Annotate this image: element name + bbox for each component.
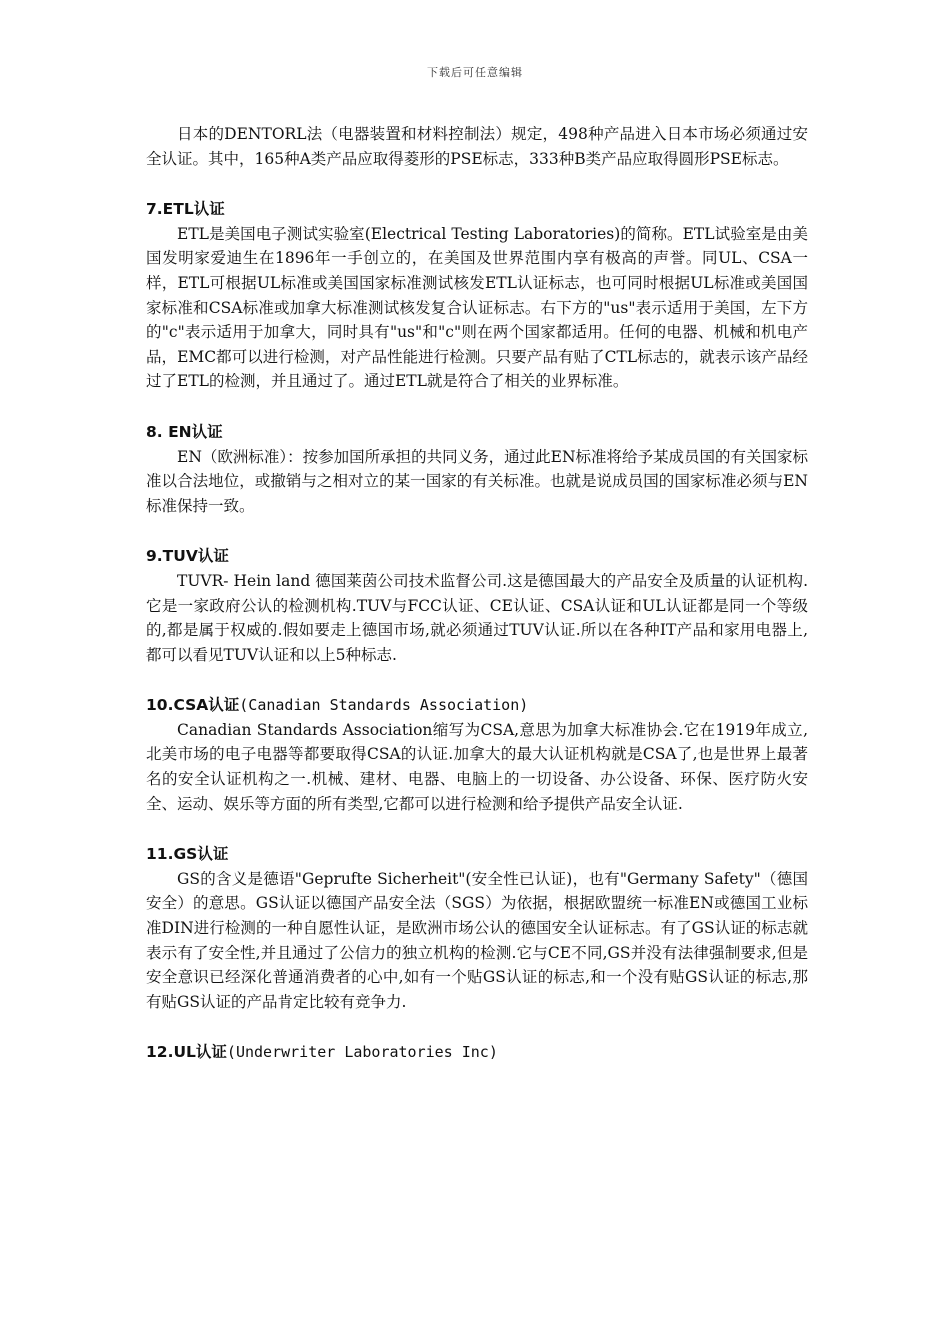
section-heading: [146, 197, 808, 222]
section-title: 9.TUV认证: [146, 547, 229, 566]
section-paragraph: Canadian Standards Association缩写为CSA,意思为加拿大标准协会.它在1919年成立,北美市场的电子电器等都要取得CSA的认证.加拿大的最大认证机构就是CSA了,也是世界上最著名的安全认证机构之一.机械、建材、电器、电脑上的一切设备、办公设备、环保、医疗防火安全、运动、娱乐等方面的所有类型,它都可以进行检测和给予提供产品安全认证.: [146, 720, 808, 813]
section-csa: [146, 693, 808, 816]
section-heading: [146, 693, 808, 718]
section-paragraph: EN（欧洲标准）：按参加国所承担的共同义务，通过此EN标准将给予某成员国的有关国家标准以合法地位，或撤销与之相对立的某一国家的有关标准。也就是说成员国的国家标准必须与EN标准保持一致。: [146, 447, 809, 515]
section-heading: [146, 1040, 808, 1065]
document-body: [146, 122, 808, 1065]
section-en: [146, 420, 808, 518]
section-etl: [146, 197, 808, 394]
intro-paragraph: 日本的DENTORL法（电器装置和材料控制法）规定，498种产品进入日本市场必须通过安全认证。其中，165种A类产品应取得菱形的PSE标志，333种B类产品应取得圆形PSE标志。: [146, 125, 808, 168]
section-heading: [146, 420, 808, 445]
section-title: 10.CSA认证: [146, 696, 240, 715]
section-title: 12.UL认证: [146, 1043, 227, 1062]
section-paragraph: GS的含义是德语"Geprufte Sicherheit"(安全性已认证)，也有"Germany Safety"（德国安全）的意思。GS认证以德国产品安全法（SGS）为依据，根据欧盟统一标准EN或德国工业标准DIN进行检测的一种自愿性认证，是欧洲市场公认的德国安全认证标志。有了GS认证的标志就表示有了安全性,并且通过了公信力的独立机构的检测.它与CE不同,GS并没有法律强制要求,但是安全意识已经深化普通消费者的心中,如有一个贴GS认证的标志,和一个没有贴GS认证的标志,那有贴GS认证的产品肯定比较有竞争力.: [146, 869, 808, 1011]
section-heading: [146, 842, 808, 867]
section-subtitle: (Underwriter Laboratories Inc): [226, 1043, 498, 1062]
section-paragraph: ETL是美国电子测试实验室(Electrical Testing Laboratories)的简称。ETL试验室是由美国发明家爱迪生在1896年一手创立的，在美国及世界范围内享有极高的声誉。同UL、CSA一样，ETL可根据UL标准或美国国家标准测试核发ETL认证标志，也可同时根据UL标准或美国国家标准和CSA标准或加拿大标准测试核发复合认证标志。右下方的"us"表示适用于美国，左下方的"c"表示适用于加拿大，同时具有"us"和"c"则在两个国家都适用。任何的电器、机械和机电产品，EMC都可以进行检测，对产品性能进行检测。只要产品有贴了CTL标志的，就表示该产品经过了ETL的检测，并且通过了。通过ETL就是符合了相关的业界标准。: [146, 224, 808, 391]
section-paragraph: TUVR- Hein land 德国莱茵公司技术监督公司.这是德国最大的产品安全及质量的认证机构.它是一家政府公认的检测机构.TUV与FCC认证、CE认证、CSA认证和UL认证都是同一个等级的,都是属于权威的.假如要走上德国市场,就必须通过TUV认证.所以在各种IT产品和家用电器上,都可以看见TUV认证和以上5种标志.: [146, 571, 808, 664]
section-title: 7.ETL认证: [146, 200, 225, 219]
section-subtitle: (Canadian Standards Association): [239, 696, 529, 715]
section-ul: [146, 1040, 808, 1065]
section-title: 8. EN认证: [146, 422, 223, 441]
section-title: 11.GS认证: [146, 845, 229, 864]
section-gs: [146, 842, 808, 1014]
section-tuv: [146, 544, 808, 667]
section-heading: [146, 544, 808, 569]
page-header: 下载后可任意编辑: [427, 66, 523, 79]
